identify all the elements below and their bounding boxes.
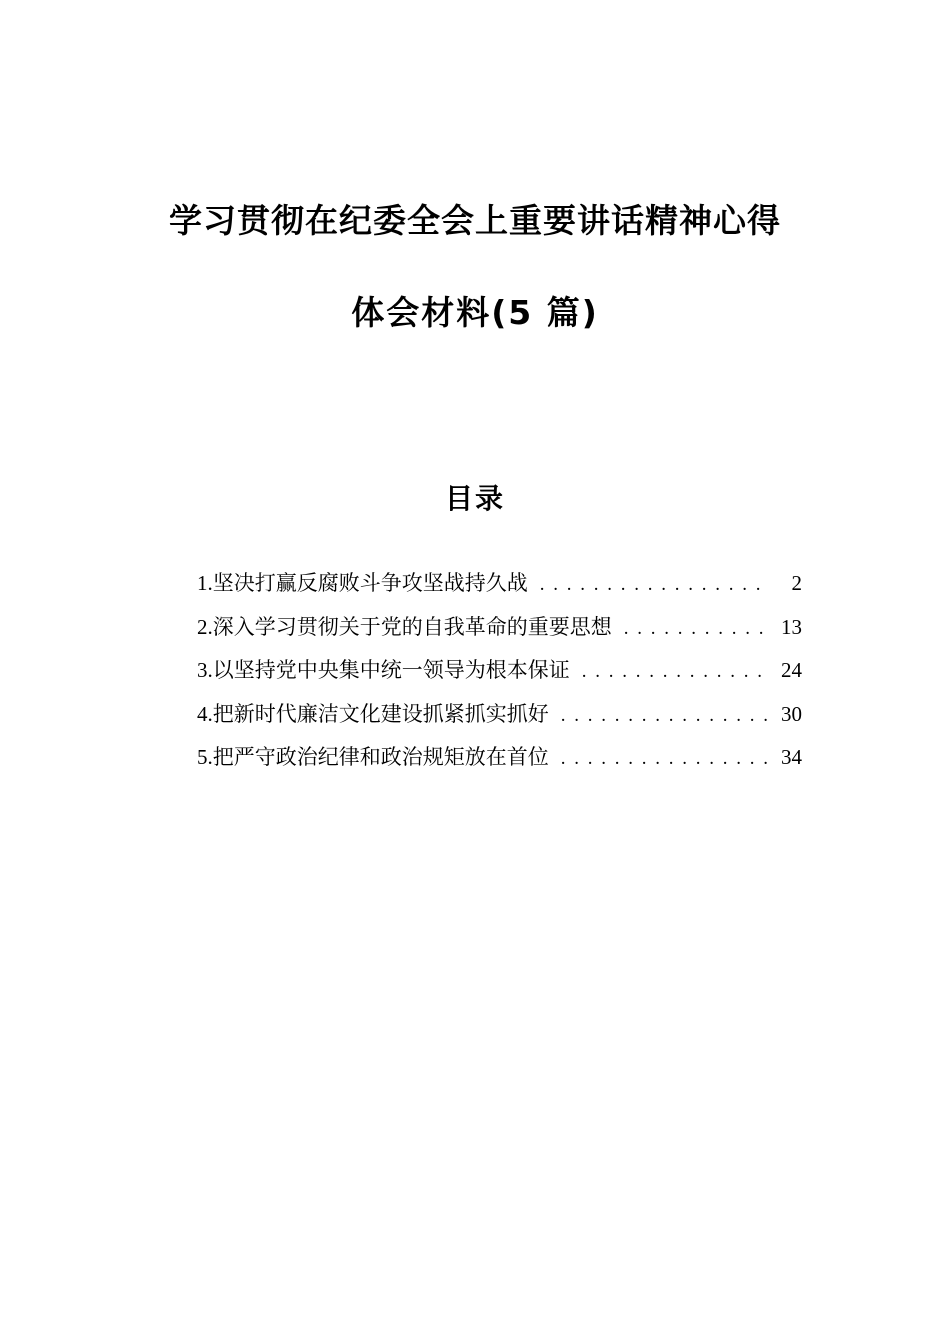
toc-entry-number: 5. (197, 745, 213, 769)
toc-dot-leader (561, 705, 770, 727)
document-title-line-1: 学习贯彻在纪委全会上重要讲话精神心得 (169, 201, 781, 240)
toc-entry-1[interactable] (197, 567, 802, 611)
toc-entry-number: 4. (197, 701, 213, 726)
toc-entry-page: 24 (781, 658, 802, 682)
toc-entry-page: 13 (781, 614, 802, 639)
toc-entry-number: 2. (197, 614, 213, 639)
toc-entry-number: 1. (197, 571, 213, 595)
toc-entry-5[interactable] (197, 741, 802, 785)
toc-dot-leader (540, 574, 770, 596)
document-title-line-2: 体会材料(5 篇) (351, 293, 599, 332)
toc-entry-2[interactable] (197, 611, 802, 655)
toc-entry-title: 坚决打赢反腐败斗争攻坚战持久战 (212, 571, 528, 595)
toc-heading: 目录 (444, 482, 505, 515)
toc-entry-page: 30 (781, 701, 802, 726)
toc-entry-title: 把新时代廉洁文化建设抓紧抓实抓好 (212, 701, 549, 726)
toc-entry-4[interactable] (197, 698, 802, 742)
toc-dot-leader (624, 618, 770, 640)
table-of-contents (197, 567, 802, 785)
toc-entry-number: 3. (197, 658, 213, 682)
toc-entry-3[interactable] (197, 654, 802, 698)
toc-entry-page: 34 (781, 745, 802, 769)
toc-entry-page: 2 (791, 571, 802, 595)
toc-entry-title: 深入学习贯彻关于党的自我革命的重要思想 (212, 614, 612, 639)
toc-entry-title: 以坚持党中央集中统一领导为根本保证 (212, 658, 570, 682)
toc-entry-title: 把严守政治纪律和政治规矩放在首位 (212, 745, 549, 769)
toc-dot-leader (561, 748, 770, 770)
toc-dot-leader (582, 661, 770, 683)
